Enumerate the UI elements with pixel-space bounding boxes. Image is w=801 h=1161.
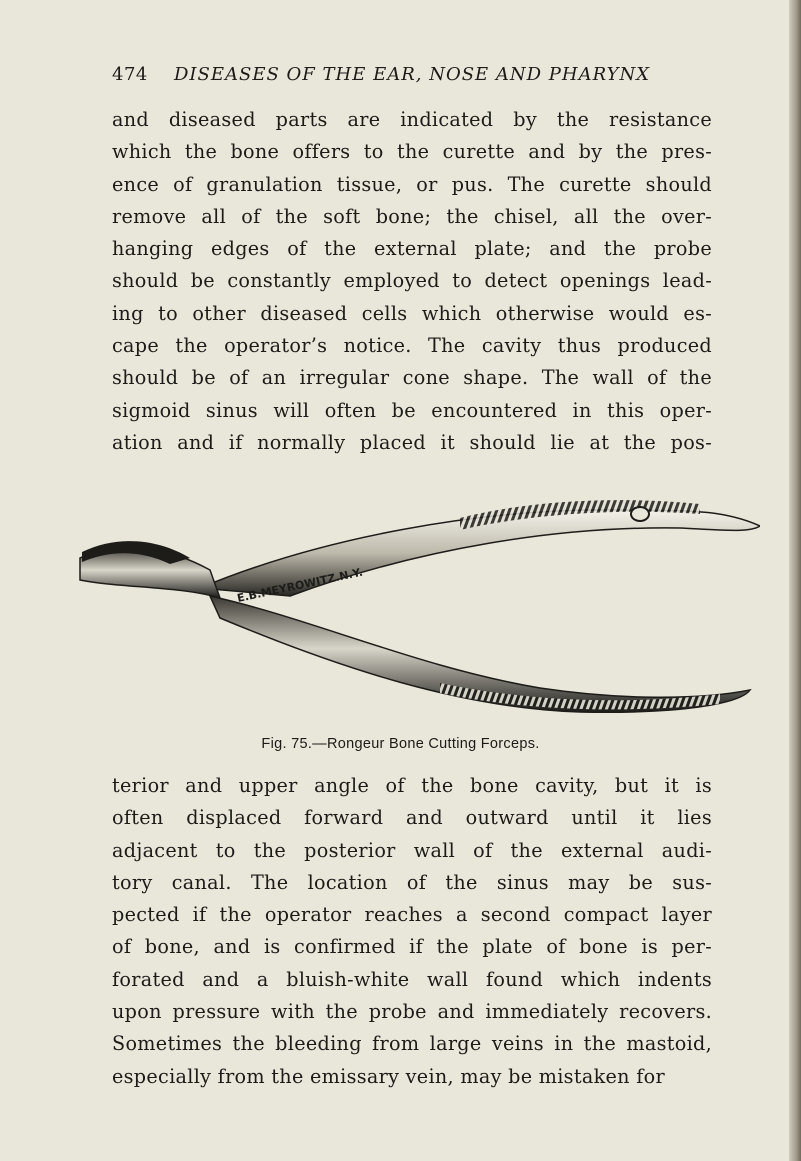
forceps-illustration xyxy=(60,478,760,718)
page-header xyxy=(112,64,672,88)
text-line: pected if the operator reaches a second compact layer xyxy=(112,903,712,927)
text-line: adjacent to the posterior wall of the external audi- xyxy=(112,838,712,862)
text-line: remove all of the soft bone; the chisel, all the over- xyxy=(112,204,712,228)
text-line: and diseased parts are indicated by the resistance xyxy=(112,108,712,131)
hinge-pin xyxy=(631,507,649,521)
text-line: which the bone offers to the curette and by the pres- xyxy=(112,140,712,164)
engraving-text: E.B.MEYROWITZ.N.Y. xyxy=(235,565,364,605)
text-line: especially from the emissary vein, may be mistaken for xyxy=(112,1064,665,1088)
page-number: 474 xyxy=(112,64,148,85)
paragraph-top xyxy=(112,104,712,459)
text-line: of bone, and is confirmed if the plate of bone is per- xyxy=(112,935,712,959)
paragraph-bottom xyxy=(112,770,712,1093)
rongeur-forceps-drawing xyxy=(60,478,760,718)
text-line: forated and a bluish-white wall found which indents xyxy=(112,967,712,991)
text-line: tory canal. The location of the sinus may be sus- xyxy=(112,870,712,894)
page-edge-shadow xyxy=(789,0,801,1161)
text-line: ation and if normally placed it should lie at the pos- xyxy=(112,430,712,454)
figure-caption: Fig. 75.—Rongeur Bone Cutting Forceps. xyxy=(261,736,540,752)
text-line: sigmoid sinus will often be encountered in this oper- xyxy=(112,398,712,422)
text-line: hanging edges of the external plate; and the probe xyxy=(112,237,712,261)
running-head: DISEASES OF THE EAR, NOSE AND PHARYNX xyxy=(174,64,651,85)
text-line: terior and upper angle of the bone cavity, but it is xyxy=(112,774,712,797)
text-line: often displaced forward and outward until it lies xyxy=(112,806,712,830)
text-line: ence of granulation tissue, or pus. The curette should xyxy=(112,172,712,196)
text-line: ing to other diseased cells which otherwise would es- xyxy=(112,301,712,325)
text-line: Sometimes the bleeding from large veins in the mastoid, xyxy=(112,1032,712,1056)
text-line: should be of an irregular cone shape. The wall of the xyxy=(112,366,712,390)
text-line: should be constantly employed to detect openings lead- xyxy=(112,269,712,293)
text-line: upon pressure with the probe and immediately recovers. xyxy=(112,1000,712,1024)
text-line: cape the operator’s notice. The cavity thus produced xyxy=(112,334,712,358)
